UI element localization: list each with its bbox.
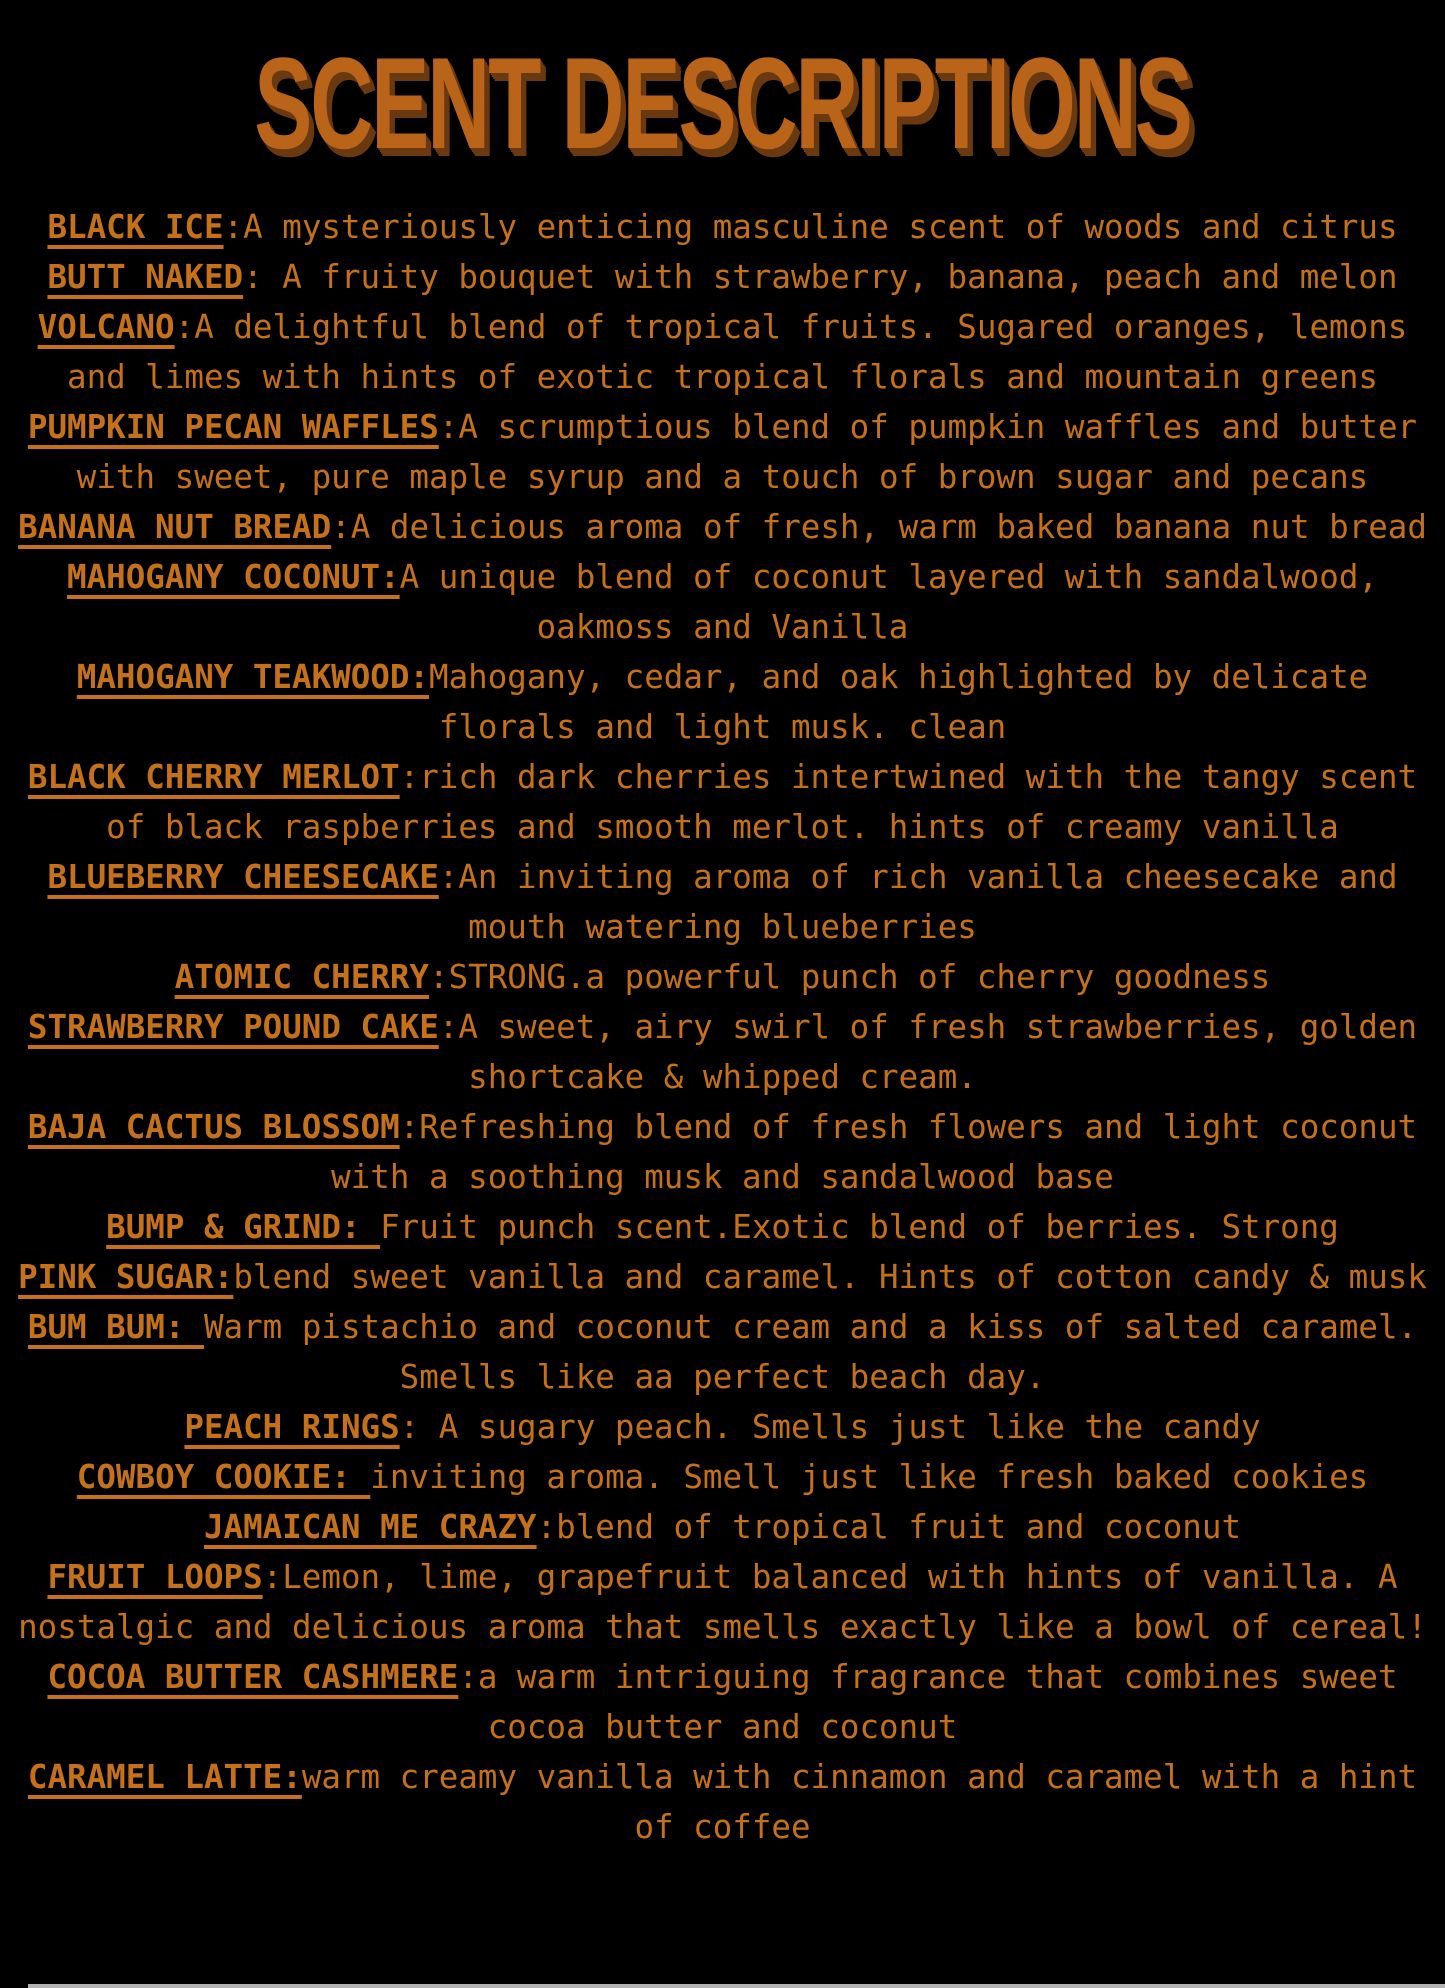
scent-description: :A delicious aroma of fresh, warm baked banana nut bread (331, 508, 1427, 546)
page-title: SCENT DESCRIPTIONS (254, 30, 1191, 176)
bottom-edge-artifact (28, 1984, 1445, 1988)
scent-description: :Lemon, lime, grapefruit balanced with hints of vanilla. A nostalgic and delicious aroma that smells exactly like a bowl of cereal! (18, 1558, 1427, 1646)
scent-entry (8, 1002, 1437, 1102)
scent-name: COWBOY COOKIE: (76, 1458, 371, 1496)
scent-name: PEACH RINGS (184, 1408, 400, 1446)
scent-entry (8, 1452, 1437, 1502)
scent-name: CARAMEL LATTE: (27, 1758, 302, 1796)
scent-entry (8, 1552, 1437, 1652)
scent-entry (8, 202, 1437, 252)
scent-description: :a warm intriguing fragrance that combines sweet cocoa butter and coconut (458, 1658, 1398, 1746)
scent-name: BUM BUM: (27, 1308, 204, 1346)
scent-name: STRAWBERRY POUND CAKE (27, 1008, 439, 1046)
scent-entry (8, 952, 1437, 1002)
scent-description: :blend of tropical fruit and coconut (536, 1508, 1242, 1546)
scent-entry (8, 1402, 1437, 1452)
scent-description: warm creamy vanilla with cinnamon and caramel with a hint of coffee (301, 1758, 1418, 1846)
scent-entry (8, 852, 1437, 952)
scent-description: :STRONG.a powerful punch of cherry goodness (429, 958, 1271, 996)
scent-name: FRUIT LOOPS (47, 1558, 263, 1596)
scent-description: inviting aroma. Smell just like fresh baked cookies (370, 1458, 1369, 1496)
scent-name: PUMPKIN PECAN WAFFLES (27, 408, 439, 446)
scent-list (0, 202, 1445, 1852)
scent-description: : A fruity bouquet with strawberry, banana, peach and melon (243, 258, 1398, 296)
scent-name: BUMP & GRIND: (106, 1208, 381, 1246)
scent-entry (8, 402, 1437, 502)
scent-name: BLUEBERRY CHEESECAKE (47, 858, 439, 896)
scent-name: ATOMIC CHERRY (174, 958, 429, 996)
scent-description: :An inviting aroma of rich vanilla cheesecake and mouth watering blueberries (438, 858, 1398, 946)
scent-entry (8, 252, 1437, 302)
scent-entry (8, 1302, 1437, 1402)
scent-description: :A delightful blend of tropical fruits. Sugared oranges, lemons and limes with hints of exotic tropical florals and mountain greens (67, 308, 1408, 396)
scent-description: Mahogany, cedar, and oak highlighted by delicate florals and light musk. clean (429, 658, 1369, 746)
scent-description: :rich dark cherries intertwined with the tangy scent of black raspberries and smooth merlot. hints of creamy vanilla (106, 758, 1418, 846)
scent-description: A unique blend of coconut layered with sandalwood, oakmoss and Vanilla (399, 558, 1378, 646)
scent-entry (8, 1502, 1437, 1552)
scent-entry (8, 652, 1437, 752)
scent-name: MAHOGANY TEAKWOOD: (76, 658, 429, 696)
scent-name: JAMAICAN ME CRAZY (203, 1508, 537, 1546)
scent-name: MAHOGANY COCONUT: (67, 558, 400, 596)
scent-description: :A sweet, airy swirl of fresh strawberries, golden shortcake & whipped cream. (438, 1008, 1418, 1096)
scent-name: VOLCANO (37, 308, 175, 346)
scent-description: Warm pistachio and coconut cream and a kiss of salted caramel. Smells like aa perfect beach day. (203, 1308, 1418, 1396)
scent-entry (8, 1202, 1437, 1252)
scent-entry (8, 1652, 1437, 1752)
scent-name: COCOA BUTTER CASHMERE (47, 1658, 459, 1696)
scent-entry (8, 1102, 1437, 1202)
scent-name: BLACK ICE (47, 208, 224, 246)
scent-description: :A scrumptious blend of pumpkin waffles and butter with sweet, pure maple syrup and a touch of brown sugar and pecans (76, 408, 1418, 496)
scent-description: : A sugary peach. Smells just like the candy (399, 1408, 1261, 1446)
scent-description: Fruit punch scent.Exotic blend of berries. Strong (380, 1208, 1339, 1246)
scent-entry (8, 752, 1437, 852)
scent-name: BANANA NUT BREAD (18, 508, 332, 546)
scent-name: BLACK CHERRY MERLOT (27, 758, 400, 796)
scent-entry (8, 552, 1437, 652)
scent-name: BAJA CACTUS BLOSSOM (27, 1108, 400, 1146)
scent-name: BUTT NAKED (47, 258, 244, 296)
scent-description: :Refreshing blend of fresh flowers and light coconut with a soothing musk and sandalwood base (331, 1108, 1418, 1196)
scent-description: blend sweet vanilla and caramel. Hints of cotton candy & musk (233, 1258, 1427, 1296)
scent-description: :A mysteriously enticing masculine scent of woods and citrus (223, 208, 1398, 246)
scent-name: PINK SUGAR: (18, 1258, 234, 1296)
scent-entry (8, 1752, 1437, 1852)
scent-entry (8, 502, 1437, 552)
scent-entry (8, 1252, 1437, 1302)
scent-entry (8, 302, 1437, 402)
